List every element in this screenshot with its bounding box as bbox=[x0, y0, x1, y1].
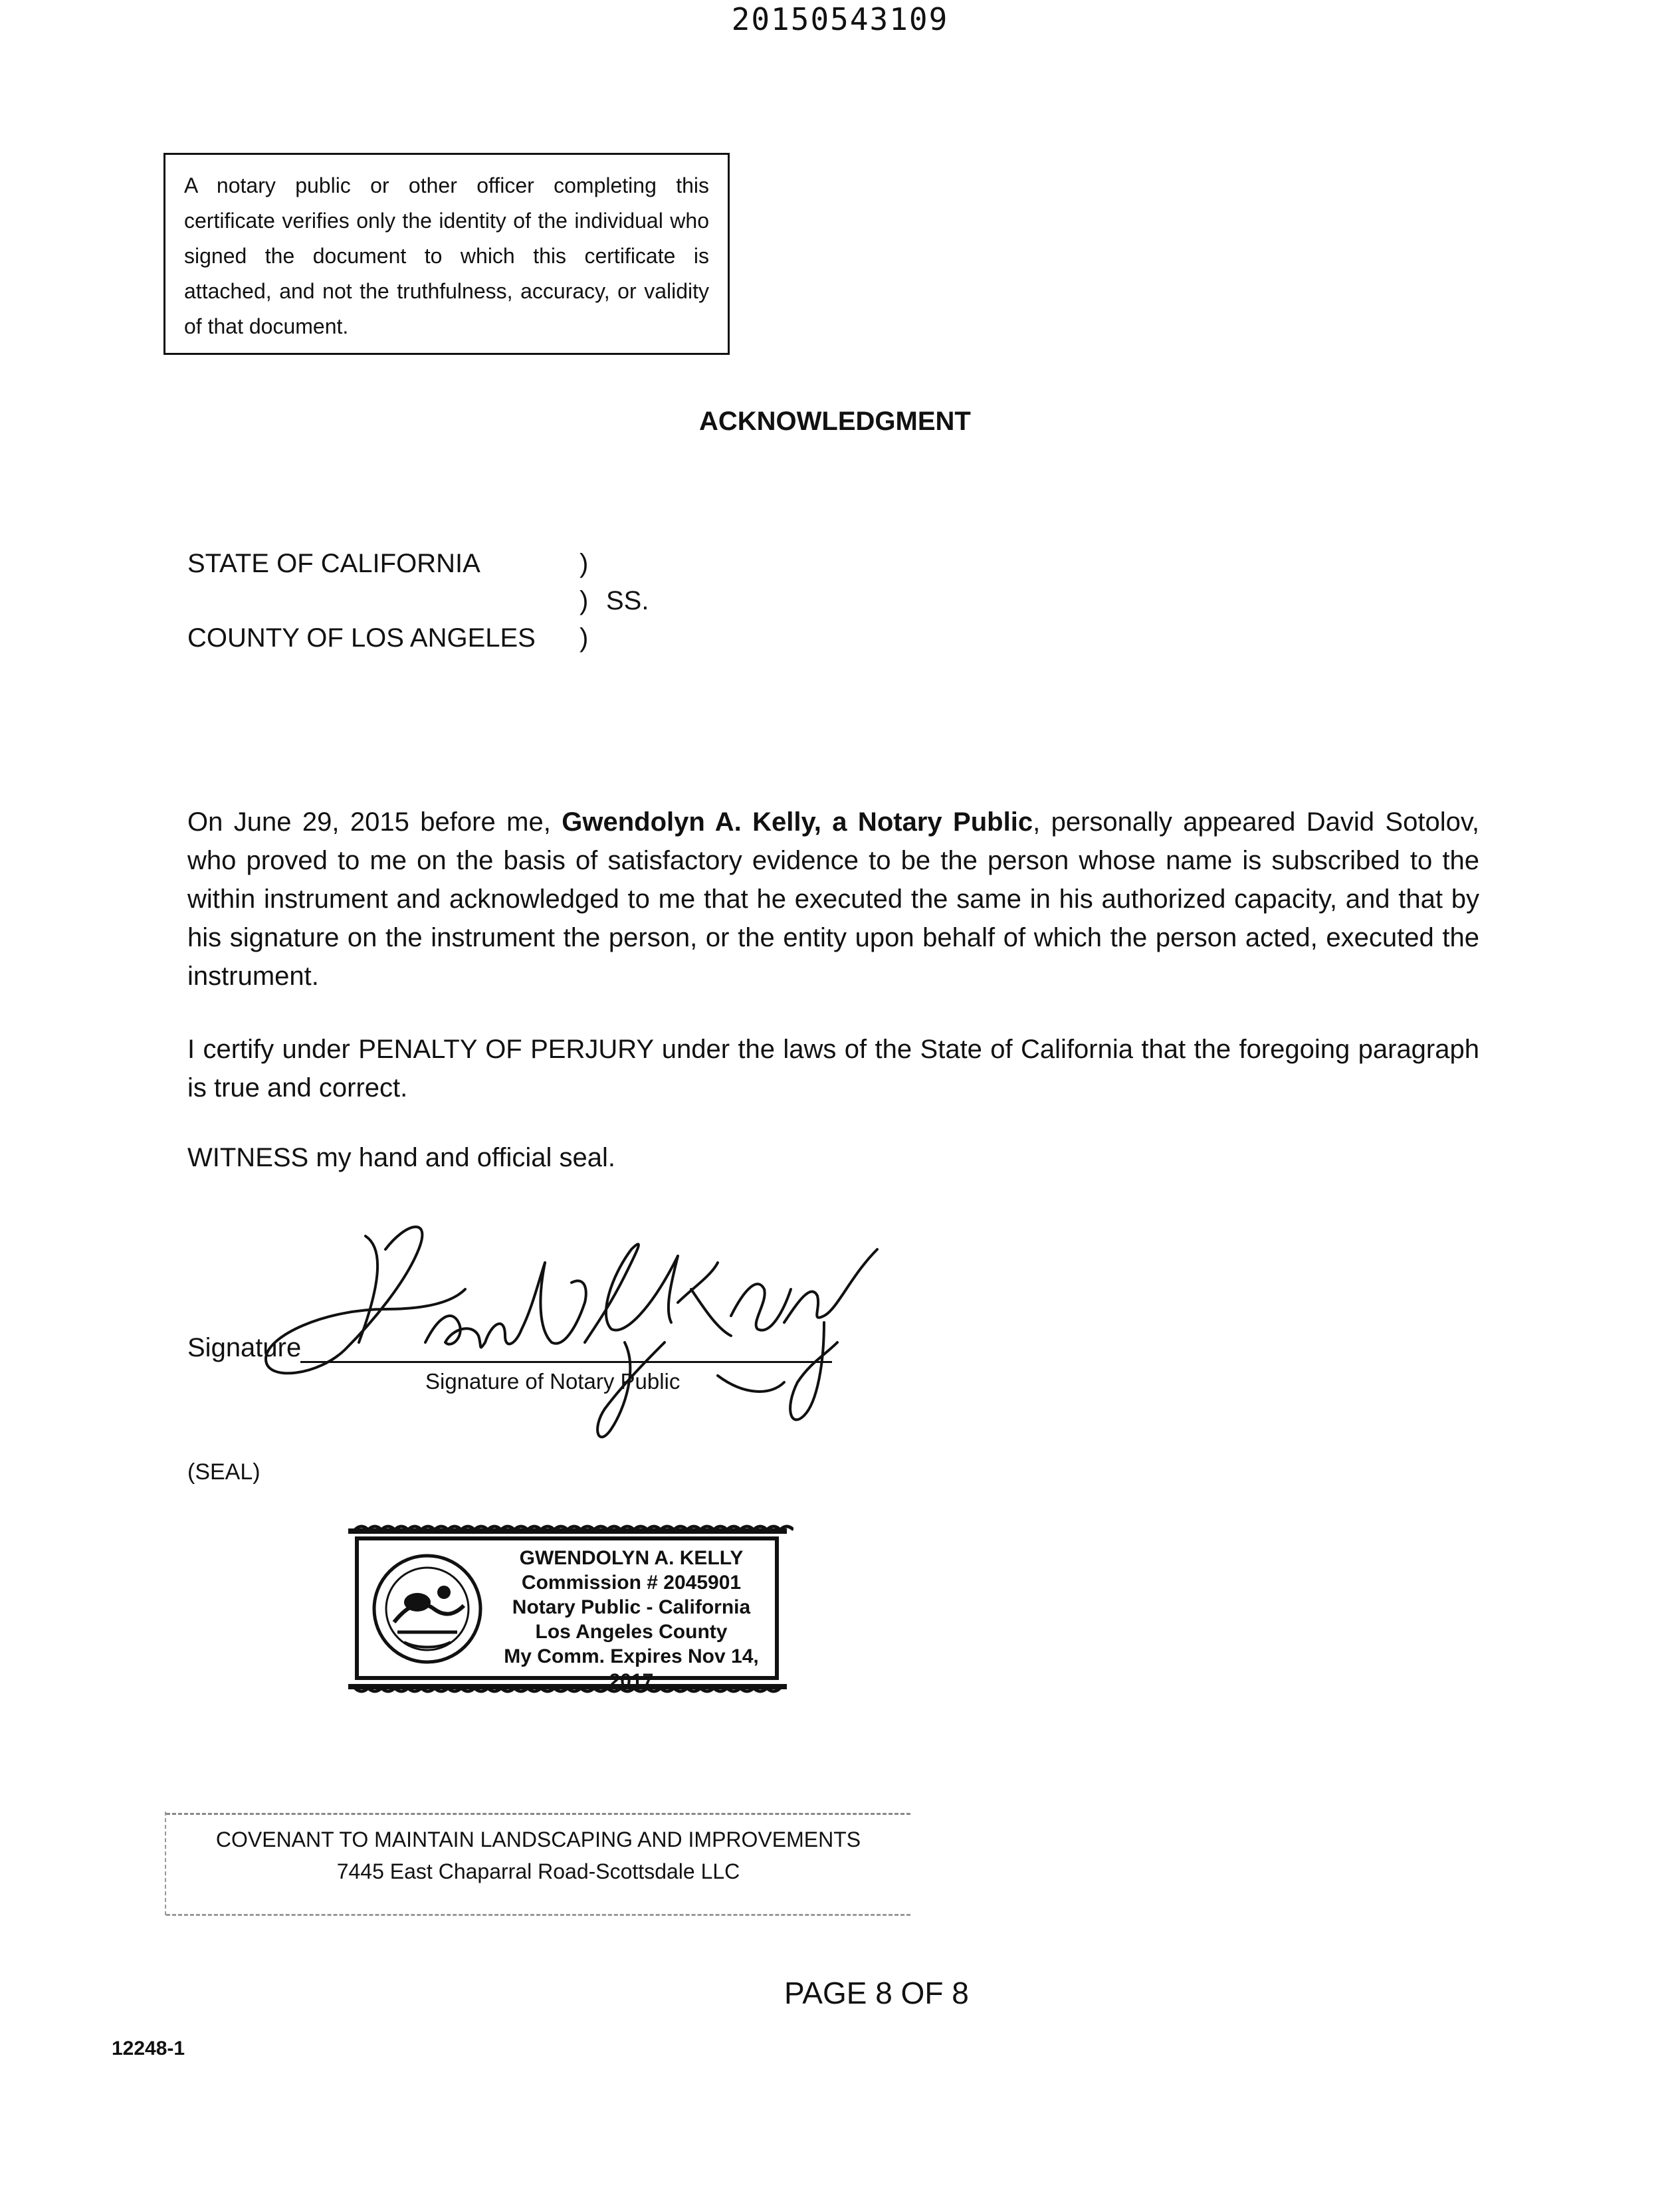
stamp-commission: Commission # 2045901 bbox=[521, 1572, 742, 1594]
stamp-notary-name: GWENDOLYN A. KELLY bbox=[519, 1547, 744, 1569]
stamp-notary-title: Notary Public - California bbox=[512, 1596, 751, 1618]
venue-state: STATE OF CALIFORNIA bbox=[187, 549, 480, 578]
venue-paren-1: ) bbox=[579, 549, 589, 578]
para1-after: , personally appeared David Sotolov, who proved to me on the basis of satisfactory evidence to be the person whose name is subscribed to the within instrument and acknowledged to me that he executed the same in his authorized capacity, and that by his signature on the instrument the person, or the entity upon behalf of which the person acted, executed the instrument. bbox=[187, 807, 1479, 991]
perjury-paragraph: I certify under PENALTY OF PERJURY under the laws of the State of California that the foregoing paragraph is true and correct. bbox=[187, 1035, 1479, 1102]
witness-line: WITNESS my hand and official seal. bbox=[187, 1143, 615, 1172]
stamp-inner-frame bbox=[355, 1536, 779, 1692]
venue-paren-2: ) bbox=[579, 586, 589, 615]
footer-dashed-border-bottom bbox=[166, 1914, 910, 1916]
seal-label: (SEAL) bbox=[187, 1459, 261, 1485]
stamp-text-block bbox=[492, 1546, 771, 1693]
handwritten-signature bbox=[253, 1209, 891, 1462]
california-seal-icon bbox=[371, 1552, 484, 1665]
signature-label: Signature bbox=[187, 1333, 302, 1362]
venue-ss: SS. bbox=[606, 586, 649, 615]
acknowledgment-paragraph bbox=[187, 803, 1479, 996]
notary-seal-stamp bbox=[342, 1522, 793, 1696]
para1-before: On June 29, 2015 before me, bbox=[187, 807, 562, 837]
reference-code: 12248-1 bbox=[112, 2038, 185, 2059]
venue-county: COUNTY OF LOS ANGELES bbox=[187, 623, 536, 653]
footer-entity-name: 7445 East Chaparral Road-Scottsdale LLC bbox=[336, 1859, 740, 1883]
notary-notice-box bbox=[163, 153, 730, 355]
venue-paren-3: ) bbox=[579, 623, 589, 653]
signature-caption: Signature of Notary Public bbox=[425, 1369, 681, 1394]
notice-text: A notary public or other officer completing this certificate verifies only the identity of the individual who signed the document to which this certificate is attached, and not the truthfulness, accuracy, or validity of that document. bbox=[184, 173, 709, 338]
page-number: PAGE 8 OF 8 bbox=[784, 1976, 969, 2010]
stamp-expiration: My Comm. Expires Nov 14, 2017 bbox=[504, 1645, 759, 1692]
document-title: ACKNOWLEDGMENT bbox=[699, 407, 971, 436]
footer-dashed-border-top bbox=[166, 1813, 910, 1815]
footer-document-title: COVENANT TO MAINTAIN LANDSCAPING AND IMPROVEMENTS bbox=[215, 1828, 861, 1851]
stamp-county: Los Angeles County bbox=[535, 1621, 728, 1643]
notary-name-bold: Gwendolyn A. Kelly, a Notary Public bbox=[562, 807, 1033, 837]
document-number: 20150543109 bbox=[731, 1, 949, 37]
